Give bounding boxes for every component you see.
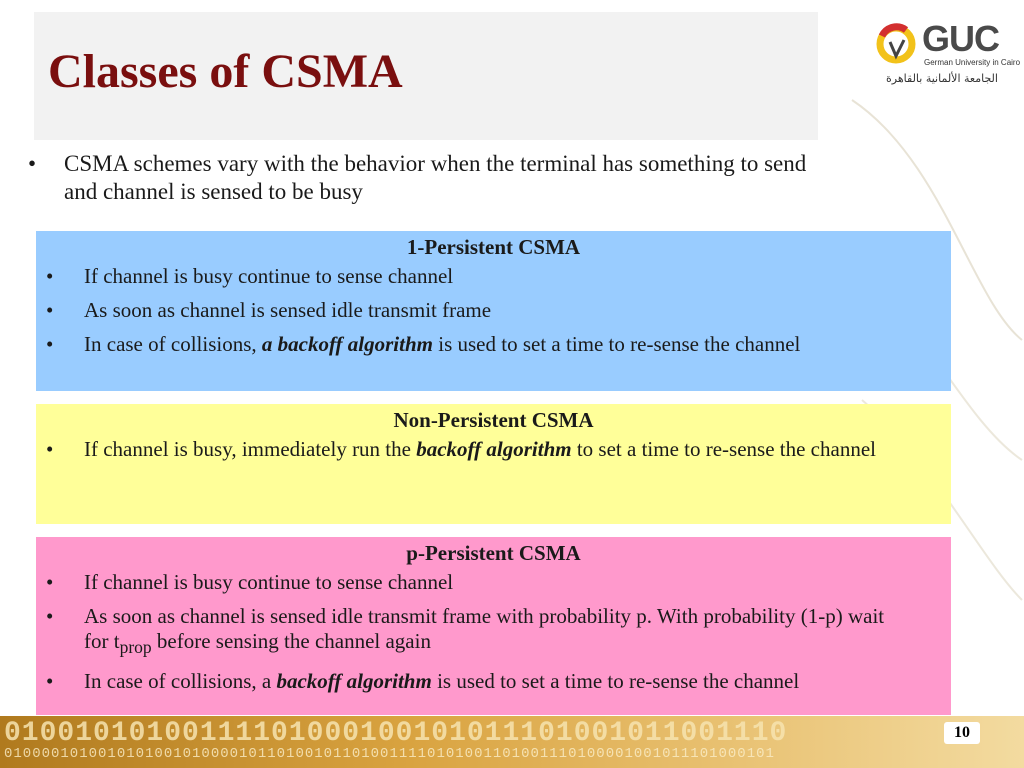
- non-persistent-box: [36, 404, 951, 524]
- one-persistent-box: [36, 231, 951, 391]
- list-item: • In case of collisions, a backoff algorithm is used to set a time to re-sense the channel: [46, 332, 801, 356]
- page-number: 10: [944, 722, 980, 744]
- list-item: • If channel is busy continue to sense channel: [46, 264, 454, 288]
- bullet-icon: •: [46, 437, 54, 461]
- emphasis-backoff: a backoff algorithm: [261, 332, 433, 356]
- list-item: • If channel is busy, immediately run the backoff algorithm to set a time to re-sense the channel: [46, 437, 876, 461]
- list-item: • As soon as channel is sensed idle transmit frame: [46, 298, 492, 322]
- bullet-icon: •: [46, 669, 54, 694]
- footer-binary-band: [0, 716, 1024, 768]
- list-item: • If channel is busy continue to sense channel: [46, 570, 454, 594]
- p-persistent-heading: p-Persistent CSMA: [406, 541, 581, 565]
- emphasis-backoff: backoff algorithm: [416, 437, 572, 461]
- subscript-prop: prop: [119, 637, 152, 658]
- bullet-icon: •: [46, 570, 54, 594]
- slide-title: Classes of CSMA: [48, 45, 403, 98]
- binary-pattern-small: 0100001010010101001010000101101001011010011110101001101001110100001001011101000101: [4, 746, 775, 762]
- binary-pattern-large: 01001010100111101000100101011101001011001110: [4, 718, 788, 749]
- intro-text: CSMA schemes vary with the behavior when the terminal has something to send and channel is sensed to be busy: [64, 151, 807, 204]
- logo-wordmark: GUC: [922, 18, 999, 59]
- list-item: • In case of collisions, a backoff algorithm is used to set a time to re-sense the channel: [46, 669, 800, 694]
- emphasis-backoff: backoff algorithm: [276, 669, 432, 694]
- logo-arabic-subtitle: الجامعة الألمانية بالقاهرة: [886, 72, 998, 85]
- one-persistent-heading: 1-Persistent CSMA: [406, 235, 581, 259]
- list-item: • As soon as channel is sensed idle transmit frame with probability p. With probability (1-p) wait for $t_{prop}$ before sensing the channel again: [46, 604, 885, 658]
- bullet-icon: •: [46, 264, 54, 288]
- p-persistent-box: [36, 537, 951, 715]
- bullet-icon: •: [46, 298, 54, 322]
- bullet-icon: •: [46, 604, 54, 628]
- bullet-icon: •: [28, 151, 37, 176]
- non-persistent-heading: Non-Persistent CSMA: [393, 408, 594, 432]
- logo-subtitle: German University in Cairo: [924, 58, 1021, 67]
- bullet-icon: •: [46, 332, 54, 356]
